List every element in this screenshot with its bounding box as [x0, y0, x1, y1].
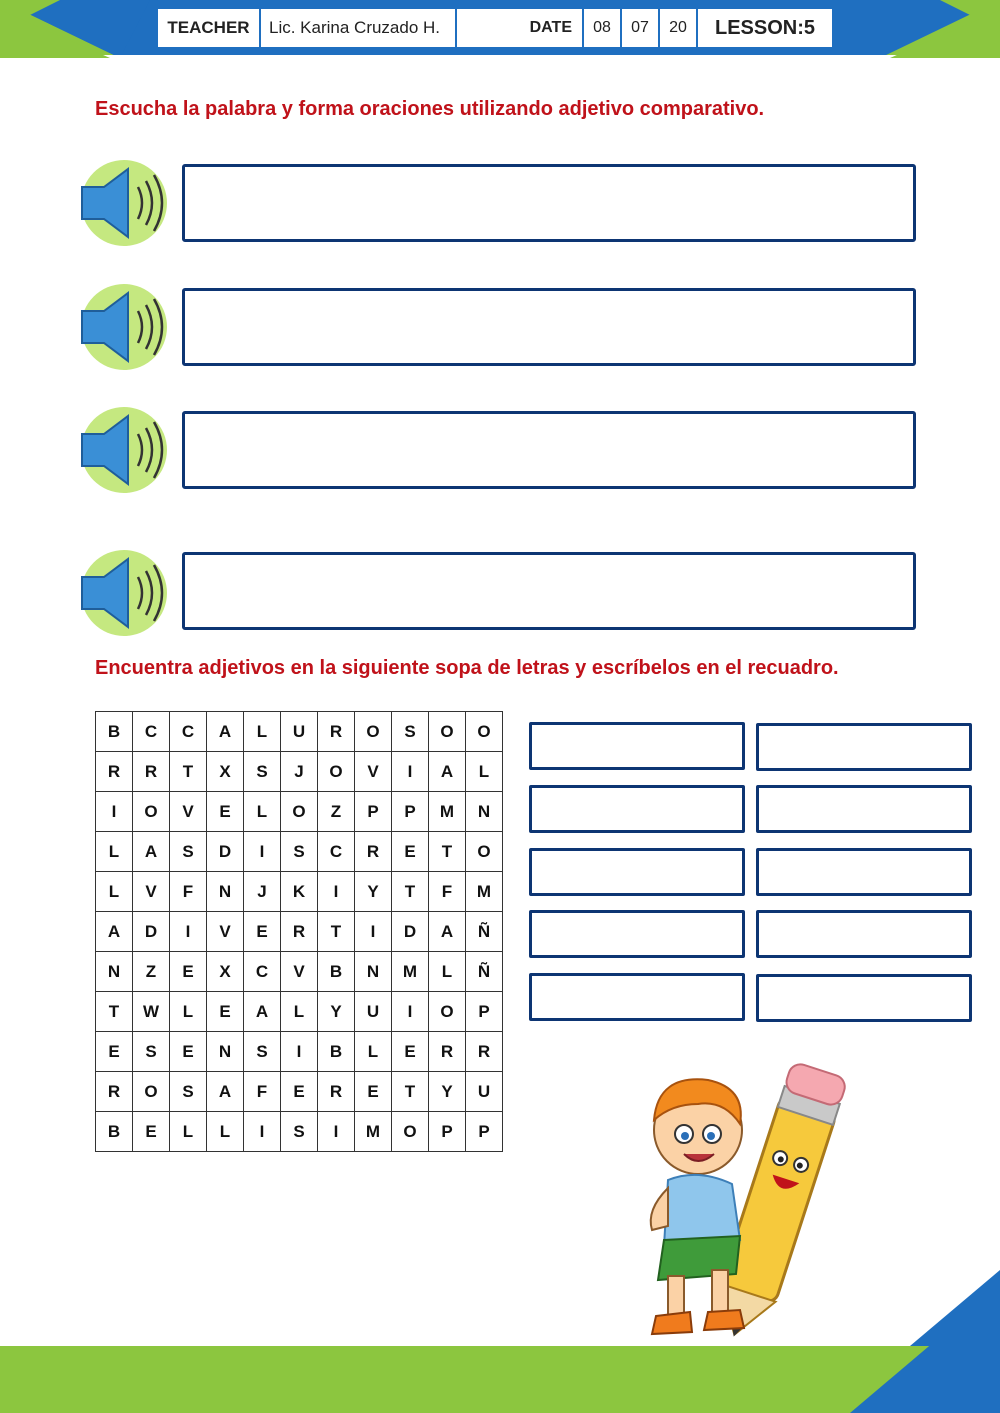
grid-letter[interactable]: T	[318, 912, 355, 952]
grid-letter[interactable]: J	[244, 872, 281, 912]
grid-letter[interactable]: T	[429, 832, 466, 872]
word-answer-box[interactable]	[756, 974, 972, 1022]
grid-letter[interactable]: R	[466, 1032, 503, 1072]
grid-letter[interactable]: D	[207, 832, 244, 872]
speaker-icon[interactable]	[72, 157, 172, 249]
grid-letter[interactable]: B	[96, 1112, 133, 1152]
grid-letter[interactable]: P	[355, 792, 392, 832]
speaker-icon[interactable]	[72, 281, 172, 373]
grid-letter[interactable]: O	[429, 712, 466, 752]
grid-letter[interactable]: N	[355, 952, 392, 992]
grid-letter[interactable]: O	[318, 752, 355, 792]
grid-letter[interactable]: T	[96, 992, 133, 1032]
grid-letter[interactable]: I	[392, 992, 429, 1032]
grid-letter[interactable]: L	[466, 752, 503, 792]
grid-letter[interactable]: S	[281, 832, 318, 872]
grid-letter[interactable]: S	[244, 752, 281, 792]
grid-letter[interactable]: D	[392, 912, 429, 952]
sentence-answer-box-3[interactable]	[182, 411, 916, 489]
grid-letter[interactable]: A	[429, 752, 466, 792]
grid-letter[interactable]: U	[355, 992, 392, 1032]
grid-letter[interactable]: L	[244, 712, 281, 752]
footer-band	[0, 1346, 1000, 1413]
grid-letter[interactable]: R	[96, 752, 133, 792]
grid-letter[interactable]: T	[392, 872, 429, 912]
grid-letter[interactable]: N	[96, 952, 133, 992]
grid-letter[interactable]: A	[429, 912, 466, 952]
grid-letter[interactable]: I	[318, 872, 355, 912]
grid-letter[interactable]: F	[244, 1072, 281, 1112]
grid-letter[interactable]: V	[133, 872, 170, 912]
grid-letter[interactable]: E	[133, 1112, 170, 1152]
grid-letter[interactable]: E	[207, 792, 244, 832]
grid-letter[interactable]: A	[207, 712, 244, 752]
section2-instruction: Encuentra adjetivos en la siguiente sopa de letras y escríbelos en el recuadro.	[95, 657, 839, 679]
speaker-icon[interactable]	[72, 404, 172, 496]
grid-letter[interactable]: L	[244, 792, 281, 832]
grid-letter[interactable]: S	[170, 832, 207, 872]
grid-letter[interactable]: I	[96, 792, 133, 832]
grid-letter[interactable]: I	[244, 1112, 281, 1152]
section1-instruction: Escucha la palabra y forma oraciones utilizando adjetivo comparativo.	[95, 98, 765, 120]
grid-letter[interactable]: E	[170, 952, 207, 992]
grid-letter[interactable]: S	[281, 1112, 318, 1152]
grid-letter[interactable]: J	[281, 752, 318, 792]
grid-letter[interactable]: A	[96, 912, 133, 952]
grid-row	[96, 1072, 503, 1112]
grid-letter[interactable]: E	[392, 1032, 429, 1072]
grid-letter[interactable]: Z	[318, 792, 355, 832]
word-answer-box[interactable]	[529, 910, 745, 958]
grid-row	[96, 832, 503, 872]
grid-letter[interactable]: L	[96, 872, 133, 912]
grid-letter[interactable]: R	[318, 1072, 355, 1112]
sentence-answer-box-2[interactable]	[182, 288, 916, 366]
grid-letter[interactable]: L	[96, 832, 133, 872]
date-day: 08	[584, 9, 622, 47]
grid-letter[interactable]: V	[355, 752, 392, 792]
grid-letter[interactable]: O	[466, 712, 503, 752]
grid-letter[interactable]: U	[281, 712, 318, 752]
sentence-answer-box-1[interactable]	[182, 164, 916, 242]
date-year: 20	[660, 9, 698, 47]
teacher-name: Lic. Karina Cruzado H.	[261, 9, 457, 47]
word-answer-box[interactable]	[529, 722, 745, 770]
word-search-grid	[95, 711, 503, 1152]
grid-letter[interactable]: C	[170, 712, 207, 752]
grid-letter[interactable]: I	[318, 1112, 355, 1152]
grid-letter[interactable]: B	[96, 712, 133, 752]
grid-letter[interactable]: E	[355, 1072, 392, 1112]
grid-letter[interactable]: O	[355, 712, 392, 752]
grid-letter[interactable]: L	[281, 992, 318, 1032]
grid-letter[interactable]: N	[207, 1032, 244, 1072]
grid-letter[interactable]: P	[466, 992, 503, 1032]
grid-letter[interactable]: P	[392, 792, 429, 832]
teacher-label: TEACHER	[158, 9, 261, 47]
grid-letter[interactable]: E	[96, 1032, 133, 1072]
grid-letter[interactable]: X	[207, 952, 244, 992]
grid-letter[interactable]: P	[429, 1112, 466, 1152]
grid-letter[interactable]: X	[207, 752, 244, 792]
grid-letter[interactable]: T	[392, 1072, 429, 1112]
grid-letter[interactable]: I	[355, 912, 392, 952]
grid-letter[interactable]: B	[318, 952, 355, 992]
grid-row	[96, 712, 503, 752]
grid-letter[interactable]: F	[170, 872, 207, 912]
word-answer-box[interactable]	[529, 973, 745, 1021]
word-answer-box[interactable]	[756, 785, 972, 833]
date-label: DATE	[457, 9, 584, 47]
grid-letter[interactable]: E	[244, 912, 281, 952]
grid-row	[96, 992, 503, 1032]
grid-letter[interactable]: I	[244, 832, 281, 872]
grid-letter[interactable]: S	[133, 1032, 170, 1072]
grid-letter[interactable]: S	[170, 1072, 207, 1112]
grid-letter[interactable]: L	[207, 1112, 244, 1152]
grid-letter[interactable]: O	[281, 792, 318, 832]
grid-letter[interactable]: O	[133, 1072, 170, 1112]
word-answer-box[interactable]	[529, 848, 745, 896]
grid-letter[interactable]: O	[392, 1112, 429, 1152]
grid-letter[interactable]: S	[392, 712, 429, 752]
grid-letter[interactable]: R	[96, 1072, 133, 1112]
grid-letter[interactable]: C	[133, 712, 170, 752]
grid-letter[interactable]: U	[466, 1072, 503, 1112]
grid-letter[interactable]: M	[466, 872, 503, 912]
grid-letter[interactable]: P	[466, 1112, 503, 1152]
grid-letter[interactable]: C	[318, 832, 355, 872]
grid-letter[interactable]: L	[170, 992, 207, 1032]
sentence-answer-box-4[interactable]	[182, 552, 916, 630]
word-answer-box[interactable]	[756, 848, 972, 896]
grid-letter[interactable]: C	[244, 952, 281, 992]
grid-letter[interactable]: I	[281, 1032, 318, 1072]
grid-letter[interactable]: R	[281, 912, 318, 952]
grid-letter[interactable]: Y	[355, 872, 392, 912]
grid-row	[96, 792, 503, 832]
grid-letter[interactable]: L	[355, 1032, 392, 1072]
grid-letter[interactable]: N	[207, 872, 244, 912]
grid-letter[interactable]: W	[133, 992, 170, 1032]
grid-letter[interactable]: Y	[429, 1072, 466, 1112]
grid-letter[interactable]: A	[133, 832, 170, 872]
grid-letter[interactable]: Y	[318, 992, 355, 1032]
lesson-label: LESSON:5	[714, 16, 816, 39]
grid-letter[interactable]: O	[133, 792, 170, 832]
grid-letter[interactable]: E	[392, 832, 429, 872]
date-month: 07	[622, 9, 660, 47]
grid-row	[96, 912, 503, 952]
speaker-icon[interactable]	[72, 547, 172, 639]
word-answer-box[interactable]	[529, 785, 745, 833]
grid-letter[interactable]: T	[170, 752, 207, 792]
grid-letter[interactable]: L	[429, 952, 466, 992]
grid-letter[interactable]: R	[355, 832, 392, 872]
grid-letter[interactable]: L	[170, 1112, 207, 1152]
grid-letter[interactable]: D	[133, 912, 170, 952]
grid-letter[interactable]: R	[429, 1032, 466, 1072]
grid-row	[96, 1112, 503, 1152]
grid-letter[interactable]: E	[207, 992, 244, 1032]
grid-letter[interactable]: M	[355, 1112, 392, 1152]
grid-letter[interactable]: B	[318, 1032, 355, 1072]
grid-letter[interactable]: R	[133, 752, 170, 792]
grid-letter[interactable]: O	[466, 832, 503, 872]
grid-row	[96, 952, 503, 992]
grid-letter[interactable]: V	[281, 952, 318, 992]
header-info-table	[155, 6, 835, 50]
grid-letter[interactable]: E	[281, 1072, 318, 1112]
grid-letter[interactable]: V	[207, 912, 244, 952]
grid-row	[96, 752, 503, 792]
grid-letter[interactable]: I	[392, 752, 429, 792]
grid-letter[interactable]: I	[170, 912, 207, 952]
grid-letter[interactable]: F	[429, 872, 466, 912]
grid-row	[96, 872, 503, 912]
grid-letter[interactable]: A	[244, 992, 281, 1032]
grid-letter[interactable]: Ñ	[466, 952, 503, 992]
grid-letter[interactable]: V	[170, 792, 207, 832]
grid-letter[interactable]: R	[318, 712, 355, 752]
grid-letter[interactable]: A	[207, 1072, 244, 1112]
grid-letter[interactable]: N	[466, 792, 503, 832]
grid-letter[interactable]: M	[429, 792, 466, 832]
grid-letter[interactable]: M	[392, 952, 429, 992]
word-answer-box[interactable]	[756, 723, 972, 771]
grid-letter[interactable]: Z	[133, 952, 170, 992]
corner-triangle	[870, 1270, 1000, 1346]
grid-row	[96, 1032, 503, 1072]
grid-letter[interactable]: S	[244, 1032, 281, 1072]
grid-letter[interactable]: O	[429, 992, 466, 1032]
grid-letter[interactable]: K	[281, 872, 318, 912]
boy-with-pencil-illustration	[628, 1060, 848, 1345]
grid-letter[interactable]: E	[170, 1032, 207, 1072]
word-answer-box[interactable]	[756, 910, 972, 958]
grid-letter[interactable]: Ñ	[466, 912, 503, 952]
